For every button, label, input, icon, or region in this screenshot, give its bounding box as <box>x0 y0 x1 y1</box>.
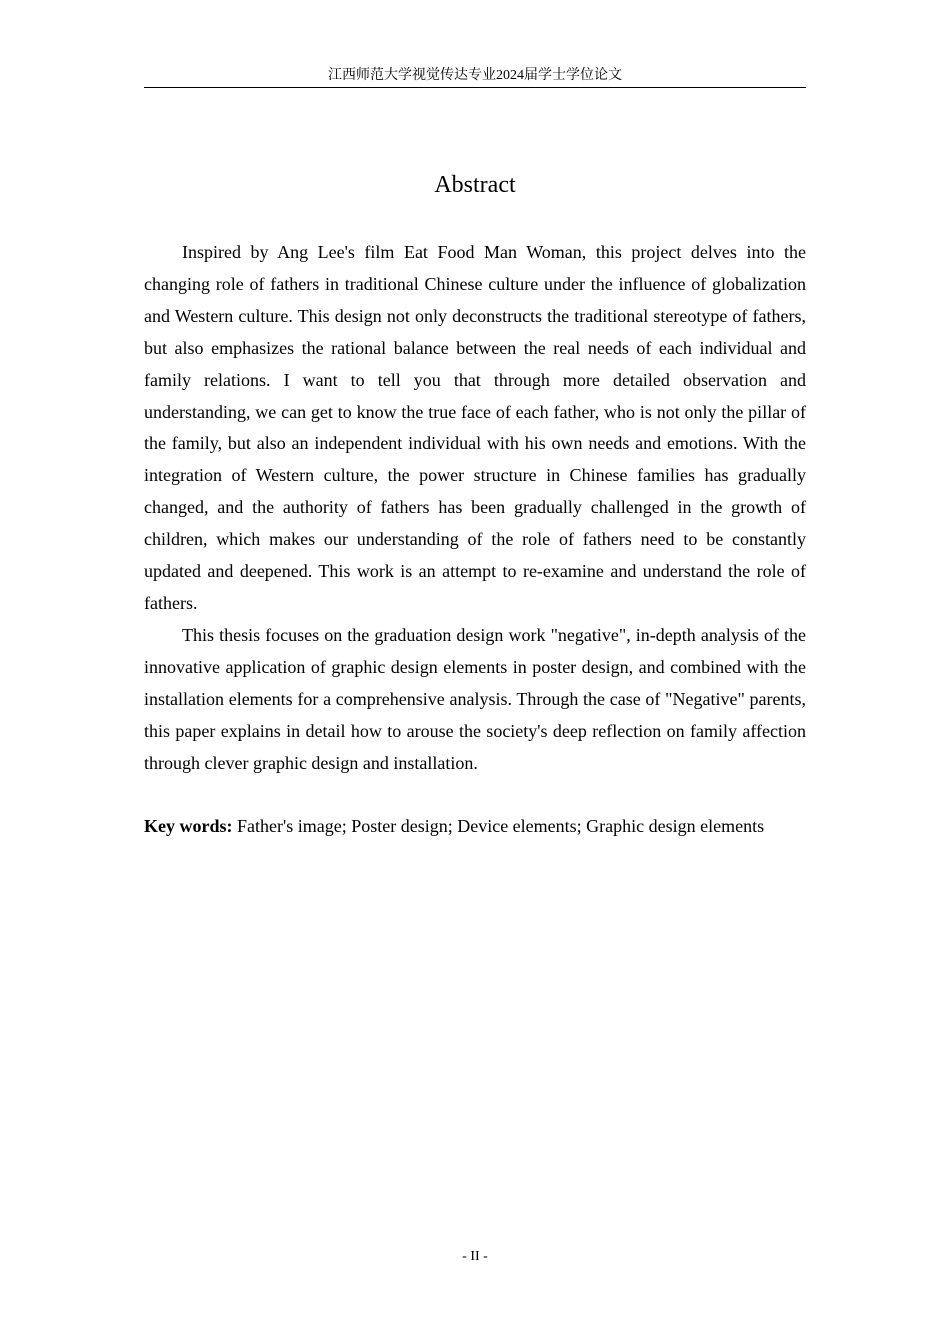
abstract-title: Abstract <box>434 172 516 198</box>
keywords-line <box>144 811 824 843</box>
running-header: 江西师范大学视觉传达专业2024届学士学位论文 <box>328 68 622 83</box>
keywords-text: Father's image; Poster design; Device elements; Graphic design elements <box>232 816 765 836</box>
keywords-label: Key words: <box>144 816 233 836</box>
abstract-paragraph-2: This thesis focuses on the graduation design work "negative", in-depth analysis of the innovative application of graphic design elements in poster design, and combined with the installation elements for a comprehensive analysis. Through the case of "Negative" parents, this paper explains in detail how to arouse the society's deep reflection on family affection through clever graphic design and installation. <box>144 624 806 773</box>
page-number: - II - <box>462 1249 488 1264</box>
abstract-body <box>144 237 806 779</box>
header-rule <box>144 87 806 88</box>
abstract-paragraph-1: Inspired by Ang Lee's film Eat Food Man Woman, this project delves into the changing role of fathers in traditional Chinese culture under the influence of globalization and Western culture. This design not only deconstructs the traditional stereotype of fathers, but also emphasizes the rational balance between the real needs of each individual and family relations. I want to tell you that through more detailed observation and understanding, we can get to know the true face of each father, who is not only the pillar of the family, but also an independent individual with his own needs and emotions. With the integration of Western culture, the power structure in Chinese families has gradually changed, and the authority of fathers has been gradually challenged in the growth of children, which makes our understanding of the role of fathers need to be constantly updated and deepened. This work is an attempt to re-examine and understand the role of fathers. <box>144 242 806 613</box>
